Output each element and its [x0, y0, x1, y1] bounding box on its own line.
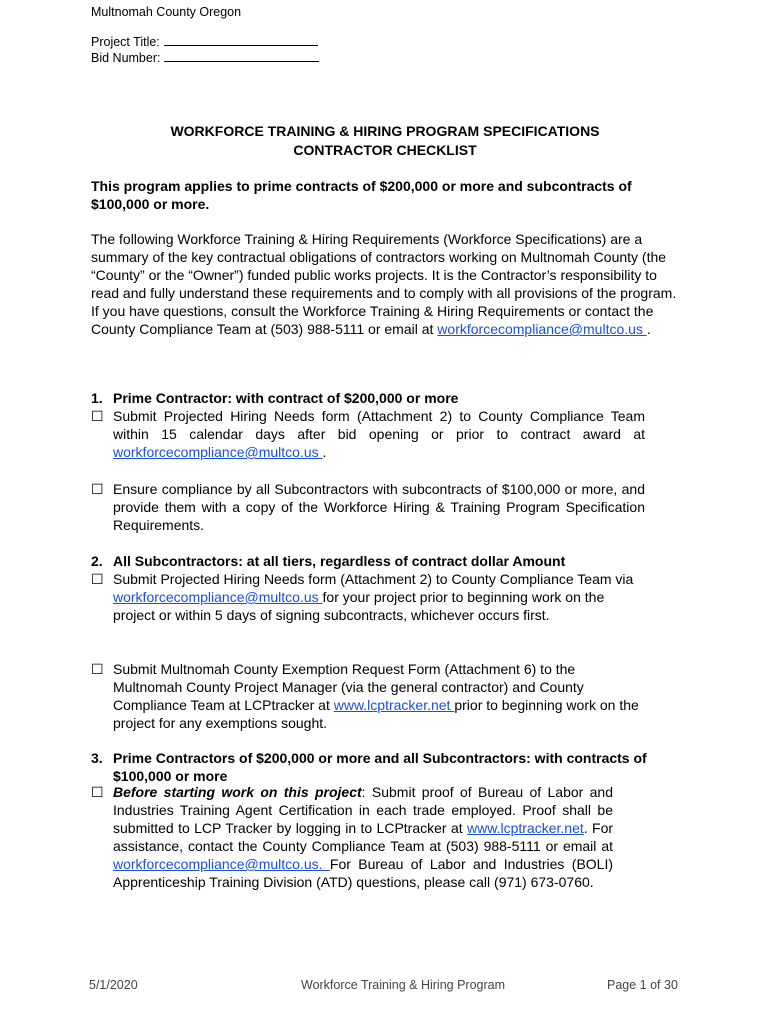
bid-number-field [91, 50, 319, 65]
item-text: Ensure compliance by all Subcontractors with subcontracts of $100,000 or more, and provide them with a copy of the Workforce Hiring & Training Program Specification Requirements. [113, 481, 645, 533]
bid-number-blank [164, 50, 319, 62]
project-title-blank [164, 34, 318, 46]
item-text-end: . [322, 444, 327, 460]
checklist-item-1a [91, 407, 645, 461]
project-title-field [91, 34, 318, 49]
section-1-heading [91, 389, 681, 407]
compliance-email-link[interactable]: workforcecompliance@multco.us [113, 444, 323, 460]
section-number: 3. [91, 750, 103, 766]
item-text: Submit Multnomah County Exemption Request Form (Attachment 6) to the Multnomah County Project Manager (via the general contractor) and County Compliance Team at LCPtracker at [113, 661, 584, 713]
intro-text: The following Workforce Training & Hiring Requirements (Workforce Specifications) are a summary of the key contractual obligations of contractors working on Multnomah County (the “County” or the “Owner”) funded public works projects. It is the Contractor’s responsibility to read and fully understand these requirements and to comply with all provisions of the program. If you have questions, consult the Workforce Training & Hiring Requirements or contact the County Compliance Team at (503) 988-5111 or email at [91, 231, 677, 337]
checkbox[interactable]: ☐ [91, 408, 104, 424]
item-text-middle: . For assistance, contact the County Compliance Team at (503) 988-5111 or email at [113, 820, 614, 854]
item-text-end: For Bureau of Labor and Industries (BOLI) Apprenticeship Training Division (ATD) questions, please call (971) 673-0760. [113, 856, 614, 890]
compliance-email-link[interactable]: workforcecompliance@multco.us. [113, 856, 330, 872]
item-text: Submit Projected Hiring Needs form (Attachment 2) to County Compliance Team within 15 calendar days after bid opening or prior to contract award at [113, 408, 645, 442]
footer-program: Workforce Training & Hiring Program [301, 978, 506, 992]
section-3-heading [91, 749, 676, 785]
checkbox[interactable]: ☐ [91, 571, 104, 587]
item-text-end: prior to beginning work on the project for any exemptions sought. [113, 697, 639, 731]
intro-end: . [646, 321, 651, 337]
section-heading-text: Prime Contractor: with contract of $200,000 or more [113, 390, 459, 406]
footer-date: 5/1/2020 [89, 978, 138, 992]
organization-name: Multnomah County Oregon [91, 5, 242, 19]
bid-number-label: Bid Number: [91, 51, 161, 65]
section-2-heading [91, 552, 681, 570]
checklist-item-1b [91, 480, 645, 534]
checkbox[interactable]: ☐ [91, 784, 104, 800]
document-subtitle: CONTRACTOR CHECKLIST [293, 142, 477, 158]
intro-email-link[interactable]: workforcecompliance@multco.us [437, 321, 647, 337]
section-number: 1. [91, 390, 103, 406]
lcptracker-link[interactable]: www.lcptracker.net [333, 697, 455, 713]
checklist-item-2a [91, 570, 645, 624]
compliance-email-link[interactable]: workforcecompliance@multco.us [113, 589, 323, 605]
section-number: 2. [91, 553, 103, 569]
lcptracker-link[interactable]: www.lcptracker.net [467, 820, 584, 836]
item-emphasis: Before starting work on this project [113, 784, 362, 800]
checklist-item-3a [91, 783, 613, 891]
document-title: WORKFORCE TRAINING & HIRING PROGRAM SPECIFICATIONS [170, 123, 600, 139]
applies-statement: This program applies to prime contracts of $200,000 or more and subcontracts of $100,000 or more. [91, 178, 632, 212]
footer-page-number: Page 1 of 30 [607, 978, 678, 992]
project-title-label: Project Title: [91, 35, 160, 49]
checkbox[interactable]: ☐ [91, 661, 104, 677]
item-text-end: for your project prior to beginning work on the project or within 5 days of signing subcontracts, whichever occurs first. [113, 589, 605, 623]
checklist-item-2b [91, 660, 645, 732]
item-text: : Submit proof of Bureau of Labor and Industries Training Agent Certification in each trade employed. Proof shall be submitted to LCP Tracker by logging in to LCPtracker at [113, 784, 613, 836]
section-heading-text: Prime Contractors of $200,000 or more and all Subcontractors: with contracts of $100,000 or more [113, 750, 647, 784]
section-heading-text: All Subcontractors: at all tiers, regardless of contract dollar Amount [113, 553, 566, 569]
checkbox[interactable]: ☐ [91, 481, 104, 497]
item-text: Submit Projected Hiring Needs form (Attachment 2) to County Compliance Team via [113, 571, 634, 587]
intro-paragraph [91, 230, 681, 338]
